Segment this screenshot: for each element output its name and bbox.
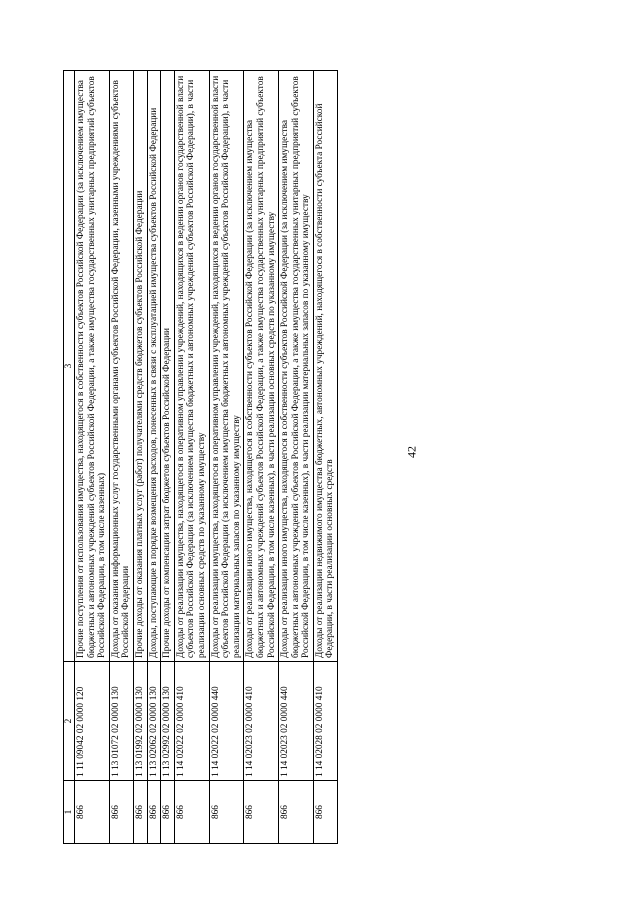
budget-code-cell: 1 14 02028 02 0000 410 <box>313 662 337 781</box>
budget-code-cell: 1 13 01992 02 0000 130 <box>133 662 147 781</box>
income-name-cell: Доходы от реализации недвижимого имущества бюджетных, автономных учреждений, находящегося в собственности субъекта Российской Федерации, в части реализации основных средств <box>313 71 337 662</box>
budget-code-cell: 1 13 02062 02 0000 130 <box>147 662 161 781</box>
admin-code-cell: 866 <box>244 781 279 844</box>
rotated-table-container <box>63 70 538 844</box>
budget-code-cell: 1 14 02022 02 0000 410 <box>174 662 209 781</box>
header-col-2: 2 <box>64 662 75 781</box>
income-name-cell: Прочие доходы от оказания платных услуг (работ) получателями средств бюджетов субъектов Российской Федерации <box>133 71 147 662</box>
budget-code-cell: 1 11 09042 02 0000 120 <box>75 662 110 781</box>
income-name-cell: Доходы от оказания информационных услуг государственными органами субъектов Российской Федерации, казенными учреждениями субъектов Российской Федерации <box>109 71 133 662</box>
income-name-cell: Прочие доходы от компенсации затрат бюджетов субъектов Российской Федерации <box>161 71 175 662</box>
admin-code-cell: 866 <box>109 781 133 844</box>
table-row <box>75 71 110 844</box>
table-row <box>209 71 244 844</box>
admin-code-cell: 866 <box>279 781 314 844</box>
income-name-cell: Доходы от реализации имущества, находящегося в оперативном управлении учреждений, находящихся в ведении органов государственной власти субъектов Российской Федерации (за исключением имущества бюджетных и автономных учреждений субъектов Российской Федерации), в части реализации материальных запасов по указанному имуществу <box>209 71 244 662</box>
income-name-cell: Доходы от реализации иного имущества, находящегося в собственности субъектов Российской Федерации (за исключением имущества бюджетных и автономных учреждений субъектов Российской Федерации, а также имущества государственных унитарных предприятий субъектов Российской Федерации, в том числе казенных), в части реализации материальных запасов по указанному имуществу <box>279 71 314 662</box>
admin-code-cell: 866 <box>133 781 147 844</box>
header-col-3: 3 <box>64 71 75 662</box>
table-row <box>244 71 279 844</box>
header-col-1: 1 <box>64 781 75 844</box>
admin-code-cell: 866 <box>174 781 209 844</box>
income-name-cell: Доходы, поступающие в порядке возмещения расходов, понесенных в связи с эксплуатацией имущества субъектов Российской Федерации <box>147 71 161 662</box>
admin-code-cell: 866 <box>75 781 110 844</box>
table-row <box>147 71 161 844</box>
admin-code-cell: 866 <box>209 781 244 844</box>
budget-code-cell: 1 14 02022 02 0000 440 <box>209 662 244 781</box>
table-row <box>161 71 175 844</box>
income-name-cell: Доходы от реализации имущества, находящегося в оперативном управлении учреждений, находящихся в ведении органов государственной власти субъектов Российской Федерации (за исключением имущества бюджетных и автономных учреждений субъектов Российской Федерации), в части реализации основных средств по указанному имуществу <box>174 71 209 662</box>
table-row <box>279 71 314 844</box>
income-codes-table <box>63 70 338 844</box>
budget-code-cell: 1 13 01072 02 0000 130 <box>109 662 133 781</box>
table-row <box>133 71 147 844</box>
budget-code-cell: 1 14 02023 02 0000 440 <box>279 662 314 781</box>
table-row <box>109 71 133 844</box>
table-row <box>174 71 209 844</box>
budget-code-cell: 1 14 02023 02 0000 410 <box>244 662 279 781</box>
header-row <box>64 71 75 844</box>
budget-code-cell: 1 13 02992 02 0000 130 <box>161 662 175 781</box>
page-number: 42 <box>404 446 419 458</box>
income-name-cell: Доходы от реализации иного имущества, находящегося в собственности субъектов Российской Федерации (за исключением имущества бюджетных и автономных учреждений субъектов Российской Федерации, а также имущества государственных унитарных предприятий субъектов Российской Федерации, в том числе казенных), в части реализации основных средств по указанному имуществу <box>244 71 279 662</box>
admin-code-cell: 866 <box>161 781 175 844</box>
admin-code-cell: 866 <box>313 781 337 844</box>
table-row <box>313 71 337 844</box>
income-name-cell: Прочие поступления от использования имущества, находящегося в собственности субъектов Российской Федерации (за исключением имущества бюджетных и автономных учреждений субъектов Российской Федерации, а также имущества государственных унитарных предприятий субъектов Российской Федерации, в том числе казенных) <box>75 71 110 662</box>
admin-code-cell: 866 <box>147 781 161 844</box>
